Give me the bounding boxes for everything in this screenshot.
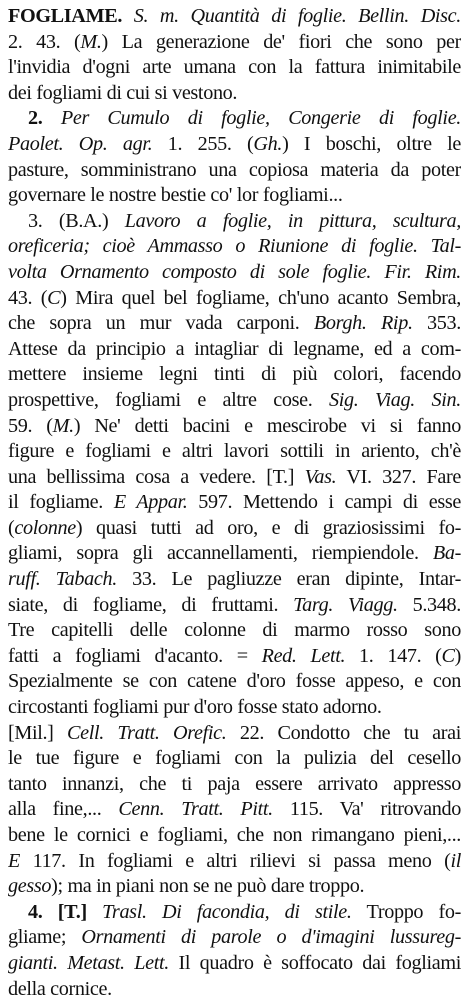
entry-text: ): [454, 644, 461, 667]
entry-line: [8, 81, 461, 107]
entry-line: [8, 874, 461, 900]
entry-italic-text: Per Cumulo di foglie, Congerie di foglie.: [60, 107, 461, 130]
entry-line: [8, 362, 461, 388]
entry-text: gliami, sopra gli accannellamenti, riempiendole.: [8, 542, 433, 565]
entry-text: Spezialmente se con catene d'oro fosse appeso, e con: [8, 670, 461, 693]
entry-text: ) quasi tutti ad oro, e di graziosissimi fo-: [75, 516, 461, 539]
entry-text: governare le nostre bestie co' lor fogliami...: [8, 184, 343, 207]
entry-line: [8, 951, 461, 977]
entry-italic-text: il: [450, 849, 461, 872]
entry-line: [8, 567, 461, 593]
entry-italic-text: Gh.: [253, 132, 283, 155]
entry-line: [8, 618, 461, 644]
entry-text: 117. In fogliami e altri rilievi si passa meno (: [19, 849, 451, 872]
entry-italic-text: ruff. Tabach.: [8, 568, 117, 591]
entry-italic-text: E: [8, 849, 20, 872]
entry-text: circostanti fogliami pur d'oro fosse stato adorno.: [8, 696, 382, 719]
entry-text: Tre capitelli delle colonne di marmo rosso sono: [8, 619, 461, 642]
entry-line: [8, 746, 461, 772]
entry-text: il fogliame.: [8, 491, 114, 514]
entry-text: 59. (: [8, 414, 53, 437]
entry-text: 3. (B.A.): [28, 209, 125, 232]
entry-italic-text: Cell. Tratt. Orefic.: [67, 721, 227, 744]
entry-text: che sopra un mur vada carponi.: [8, 312, 314, 335]
entry-italic-text: C: [441, 644, 455, 667]
entry-bold-text: FOGLIAME.: [8, 5, 123, 27]
entry-text: 22. Condotto che tu arai: [226, 721, 461, 744]
entry-text: della cornice.: [8, 977, 112, 1000]
entry-text: figure e fogliami e altri lavori sottili in ariento, ch'è: [8, 440, 461, 463]
entry-text: 597. Mettendo i campi di esse: [187, 491, 461, 514]
entry-italic-text: M.: [80, 30, 102, 53]
entry-italic-text: Cenn. Tratt. Pitt.: [118, 798, 273, 821]
entry-text: alla fine,...: [8, 798, 119, 821]
entry-text: l'invidia d'ogni arte umana con la fattura inimitabile: [8, 56, 461, 79]
entry-line: [8, 414, 461, 440]
entry-text: 353.: [412, 312, 461, 335]
entry-line: [8, 158, 461, 184]
entry-text: ) Ne' detti bacini e mescirobe vi si fanno: [73, 414, 461, 437]
entry-line: [8, 30, 461, 56]
entry-italic-text: Sig. Viag. Sin.: [328, 388, 461, 411]
entry-text: gliame;: [8, 926, 82, 949]
entry-text: ) Mira quel bel fogliame, ch'uno acanto Sembra,: [60, 286, 461, 309]
entry-text: bene le cornici e fogliami, che non rimangano pieni,...: [8, 824, 461, 846]
entry-line: [8, 695, 461, 721]
entry-italic-text: gianti. Metast. Lett.: [8, 951, 169, 974]
entry-italic-text: oreficeria; cioè Ammasso o Riunione di foglie. Tal-: [8, 235, 461, 258]
entry-line: [8, 823, 461, 849]
entry-text: 1. 147. (: [345, 644, 442, 667]
entry-italic-text: colonne: [14, 516, 76, 539]
entry-line: [8, 4, 461, 30]
entry-text: le tue figure e fogliami con la pulizia del cesello: [8, 747, 461, 770]
entry-italic-text: Lavoro a foglie, in pittura, scultura,: [124, 209, 461, 232]
entry-text: pasture, somministrano una copiosa materia da poter: [8, 158, 461, 181]
entry-text: VI. 327. Fare: [336, 465, 461, 488]
entry-italic-text: Ba-: [432, 542, 461, 565]
entry-text: Il quadro è soffocato dai fogliami: [168, 951, 461, 974]
entry-italic-text: Borgh. Rip.: [313, 312, 413, 335]
entry-text: mettere insieme legni tinti di più colori, facendo: [8, 363, 461, 386]
entry-text: [Mil.]: [8, 721, 67, 744]
entry-line: [8, 55, 461, 81]
entry-line: [8, 337, 461, 363]
entry-text: 5.348.: [397, 593, 461, 616]
entry-text: ); ma in piani non se ne può dare troppo.: [51, 875, 365, 898]
entry-line: [8, 209, 461, 235]
entry-text: dei fogliami di cui si vestono.: [8, 81, 238, 104]
dictionary-entry-fogliame: [8, 4, 461, 1002]
entry-italic-text: S. m. Quantità di foglie. Bellin. Disc.: [133, 5, 461, 27]
entry-line: [8, 311, 461, 337]
entry-line: [8, 797, 461, 823]
entry-text: una bellissima cosa a vedere. [T.]: [8, 465, 305, 488]
entry-text: 115. Va' ritrovando: [272, 798, 461, 821]
entry-line: [8, 388, 461, 414]
entry-text: Troppo fo-: [351, 900, 461, 923]
entry-text: 2. 43. (: [8, 30, 81, 53]
entry-line: [8, 772, 461, 798]
entry-text: fatti a fogliami d'acanto. =: [8, 644, 262, 667]
entry-italic-text: Red. Lett.: [261, 644, 346, 667]
entry-line: [8, 977, 461, 1002]
entry-text: prospettive, fogliami e altre cose.: [8, 388, 329, 411]
entry-text: siate, di fogliame, di fruttami.: [8, 593, 294, 616]
entry-italic-text: Ornamenti di parole o d'imagini lussureg-: [81, 926, 461, 949]
entry-text: 1. 255. (: [152, 132, 254, 155]
entry-italic-text: Trasl. Di facondia, di stile.: [102, 900, 352, 923]
entry-text: 43. (: [8, 286, 48, 309]
entry-text: tanto innanzi, che ti paja essere arrivato appresso: [8, 772, 461, 795]
entry-line: [8, 925, 461, 951]
entry-line: [8, 286, 461, 312]
entry-text: (: [8, 516, 15, 539]
entry-italic-text: volta Ornamento composto di sole foglie. Fir. Rim.: [8, 260, 461, 283]
entry-line: [8, 900, 461, 926]
entry-line: [8, 721, 461, 747]
entry-italic-text: C: [47, 286, 61, 309]
entry-line: [8, 849, 461, 875]
entry-line: [8, 669, 461, 695]
entry-text: ) I boschi, oltre le: [282, 132, 461, 155]
entry-line: [8, 439, 461, 465]
entry-line: [8, 516, 461, 542]
entry-line: [8, 490, 461, 516]
entry-italic-text: M.: [52, 414, 74, 437]
entry-italic-text: Vas.: [304, 465, 337, 488]
entry-line: [8, 260, 461, 286]
entry-line: [8, 183, 461, 209]
entry-line: [8, 541, 461, 567]
entry-line: [8, 465, 461, 491]
entry-line: [8, 106, 461, 132]
entry-text: 33. Le pagliuzze eran dipinte, Intar-: [116, 568, 461, 591]
entry-text: ) La generazione de' fiori che sono per: [101, 30, 461, 53]
entry-italic-text: Paolet. Op. agr.: [8, 132, 153, 155]
entry-bold-text: 4. [T.]: [28, 900, 103, 923]
entry-bold-text: 2.: [28, 107, 61, 130]
entry-italic-text: Targ. Viagg.: [293, 593, 398, 616]
entry-line: [8, 234, 461, 260]
entry-line: [8, 132, 461, 158]
entry-italic-text: gesso: [8, 875, 52, 898]
entry-text: [122, 5, 134, 27]
entry-italic-text: E Appar.: [113, 491, 188, 514]
entry-text: Attese da principio a intagliar di legname, ed a com-: [8, 337, 461, 360]
entry-line: [8, 593, 461, 619]
entry-line: [8, 644, 461, 670]
